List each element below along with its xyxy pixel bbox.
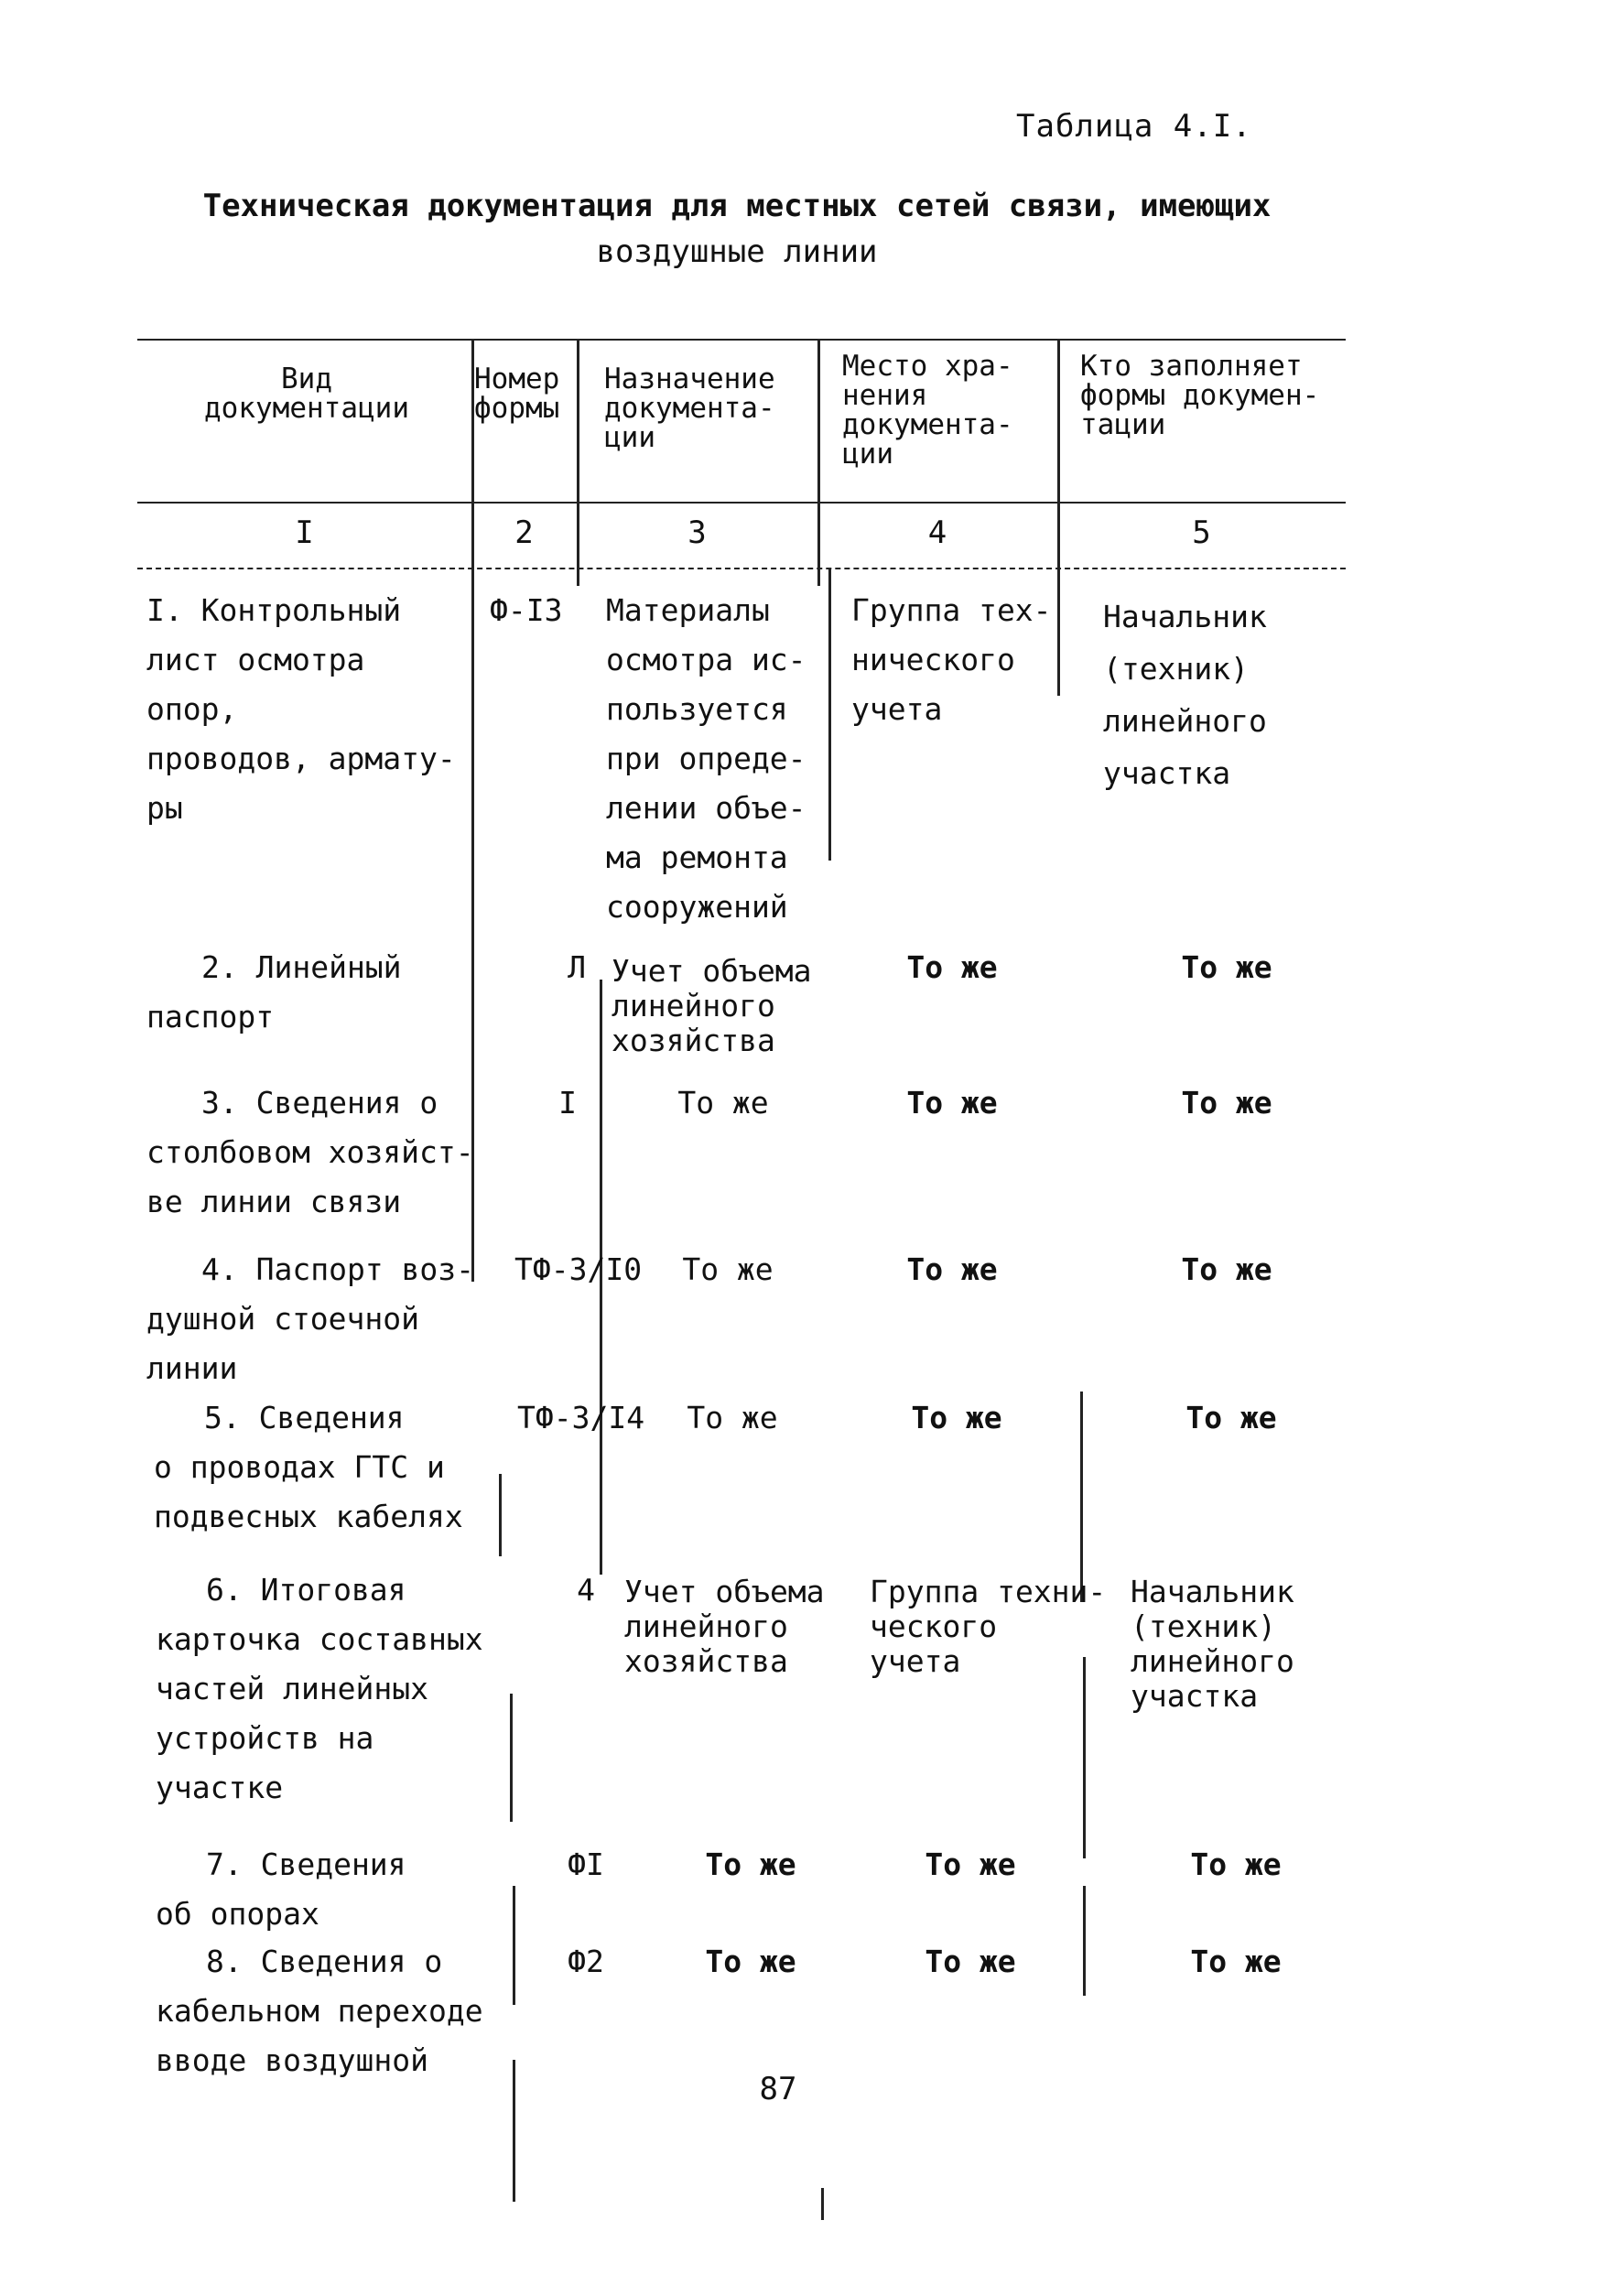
row-4-who: То же (1181, 1251, 1272, 1287)
row-6-form: 4 (577, 1572, 595, 1608)
row-5-purpose: То же (687, 1400, 778, 1435)
col-number-3: 3 (687, 514, 707, 551)
col-number-2: 2 (514, 514, 534, 551)
row-2-form: Л (568, 949, 586, 985)
row-5-who: То же (1185, 1400, 1277, 1435)
column-rule-3c (821, 2188, 824, 2220)
page-number: 87 (759, 2071, 797, 2107)
row-1-form: Ф-I3 (490, 592, 563, 628)
column-rule-4c (1083, 1657, 1086, 1858)
column-rule-1d (513, 1886, 515, 2005)
row-8-form: Ф2 (568, 1944, 604, 1979)
row-3-purpose: То же (677, 1085, 769, 1121)
row-7-storage: То же (925, 1847, 1016, 1882)
row-8-purpose: То же (705, 1944, 796, 1979)
row-7-form: ФI (568, 1847, 604, 1882)
header-who-fills: Кто заполняет формы докумен- тации (1080, 350, 1320, 441)
header-purpose: Назначение документа- ции (604, 363, 775, 454)
header-bottom-rule (137, 502, 1346, 504)
row-2-kind: 2. Линейный паспорт (146, 949, 402, 1034)
row-3-storage: То же (906, 1085, 998, 1121)
row-1-storage: Группа тех- нического учета (851, 592, 1052, 727)
title-line-2: воздушные линии (596, 233, 878, 270)
row-4-purpose: То же (682, 1251, 774, 1287)
table-top-rule (137, 339, 1346, 341)
row-5-storage: То же (911, 1400, 1002, 1435)
row-6-purpose: Учет объема линейного хозяйства (624, 1574, 825, 1679)
row-1-purpose: Материалы осмотра ис- пользуется при опреде- лении объе- ма ремонта сооружений (606, 592, 806, 925)
row-2-who: То же (1181, 949, 1272, 985)
row-8-kind: 8. Сведения о кабельном переходе вводе воздушной (156, 1944, 483, 2078)
row-3-who: То же (1181, 1085, 1272, 1121)
title-line-1: Техническая документация для местных сетей связи, имеющих (202, 188, 1272, 224)
header-kind: Вид документации (204, 363, 409, 425)
row-7-kind: 7. Сведения об опорах (156, 1847, 406, 1932)
row-4-storage: То же (906, 1251, 998, 1287)
column-rule-3b (828, 568, 831, 861)
col-number-1: I (295, 514, 314, 551)
row-2-purpose: Учет объема линейного хозяйства (612, 953, 812, 1058)
row-5-form: ТФ-3/I4 (517, 1400, 645, 1435)
row-7-who: То же (1190, 1847, 1282, 1882)
row-3-form: I (558, 1085, 577, 1121)
row-1-who: Начальник (техник) линейного участка (1103, 599, 1267, 791)
header-storage: Место хра- нения документа- ции (842, 350, 1013, 471)
column-rule-1e (513, 2060, 515, 2202)
row-6-kind: 6. Итоговая карточка составных частей линейных устройств на участке (156, 1572, 483, 1805)
col-number-4: 4 (927, 514, 947, 551)
row-8-who: То же (1190, 1944, 1282, 1979)
row-8-storage: То же (925, 1944, 1016, 1979)
row-1-kind: I. Контрольный лист осмотра опор, проводов, армату- ры (146, 592, 456, 826)
column-rule-1b (499, 1474, 502, 1556)
column-rule-4d (1083, 1886, 1086, 1996)
row-6-storage: Группа техни- ческого учета (870, 1574, 1107, 1679)
documentation-table (137, 339, 1346, 2078)
row-7-purpose: То же (705, 1847, 796, 1882)
row-4-form: ТФ-3/I0 (514, 1251, 643, 1287)
row-4-kind: 4. Паспорт воз- душной стоечной линии (146, 1251, 475, 1386)
row-5-kind: 5. Сведения о проводах ГТС и подвесных кабелях (154, 1400, 463, 1534)
row-2-storage: То же (906, 949, 998, 985)
numbers-bottom-rule (137, 568, 1346, 569)
table-title (137, 183, 1337, 275)
col-number-5: 5 (1192, 514, 1211, 551)
header-form-number: Номер формы (474, 363, 560, 425)
row-6-who: Начальник (техник) линейного участка (1131, 1574, 1294, 1714)
row-3-kind: 3. Сведения о столбовом хозяйст- ве линии связи (146, 1085, 474, 1219)
table-caption: Таблица 4.I. (1016, 108, 1252, 145)
column-rule-4b (1080, 1392, 1083, 1602)
column-rule-1c (510, 1694, 513, 1822)
